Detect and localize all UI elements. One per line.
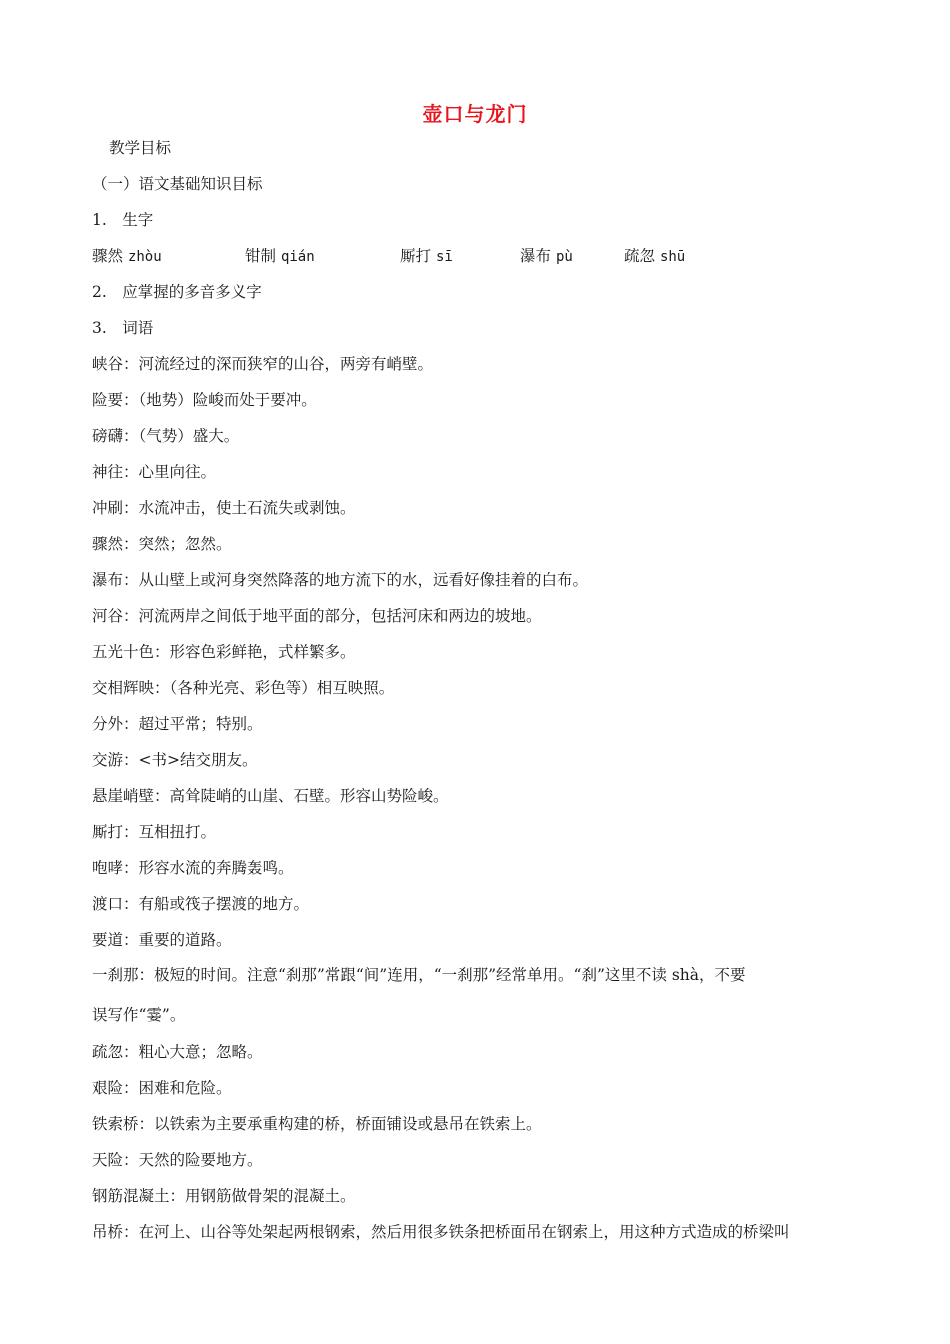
vocab-entry: 五光十色：形容色彩鲜艳，式样繁多。 bbox=[92, 643, 356, 661]
vocab-entry: 冲刷：水流冲击，使土石流失或剥蚀。 bbox=[92, 499, 356, 517]
vocab-entry: 疏忽：粗心大意；忽略。 bbox=[92, 1043, 263, 1061]
new-characters-row bbox=[92, 246, 872, 266]
document-title: 壶口与龙门 bbox=[422, 102, 528, 126]
subsection-heading: （一）语文基础知识目标 bbox=[92, 175, 263, 193]
vocab-entry: 铁索桥：以铁索为主要承重构建的桥，桥面铺设或悬吊在铁索上。 bbox=[92, 1115, 542, 1133]
vocab-entry: 要道：重要的道路。 bbox=[92, 931, 232, 949]
item-heading-polyphones: 2. 应掌握的多音多义字 bbox=[92, 283, 262, 301]
vocab-entry: 分外：超过平常；特别。 bbox=[92, 715, 263, 733]
vocab-entry: 天险：天然的险要地方。 bbox=[92, 1151, 263, 1169]
vocab-entry: 峡谷：河流经过的深而狭窄的山谷，两旁有峭壁。 bbox=[92, 355, 434, 373]
vocab-entry: 悬崖峭壁：高耸陡峭的山崖、石壁。形容山势险峻。 bbox=[92, 787, 449, 805]
vocab-entry: 钢筋混凝土：用钢筋做骨架的混凝土。 bbox=[92, 1187, 356, 1205]
vocab-entry: 艰险：困难和危险。 bbox=[92, 1079, 232, 1097]
vocab-entry: 骤然：突然；忽然。 bbox=[92, 535, 232, 553]
vocab-entry: 河谷：河流两岸之间低于地平面的部分，包括河床和两边的坡地。 bbox=[92, 607, 542, 625]
vocab-entry: 渡口：有船或筏子摆渡的地方。 bbox=[92, 895, 310, 913]
char-entry: 钳制 qián bbox=[245, 247, 315, 265]
vocab-entry: 交游：<书>结交朋友。 bbox=[92, 751, 258, 769]
char-entry: 骤然 zhòu bbox=[92, 247, 162, 265]
vocab-entry: 吊桥：在河上、山谷等处架起两根钢索，然后用很多铁条把桥面吊在钢索上，用这种方式造成的桥梁叫 bbox=[92, 1223, 790, 1241]
vocab-entry: 咆哮：形容水流的奔腾轰鸣。 bbox=[92, 859, 294, 877]
vocab-entry: 险要：（地势）险峻而处于要冲。 bbox=[92, 391, 317, 409]
item-heading-vocabulary: 3. 词语 bbox=[92, 319, 154, 337]
vocab-entry: 神往：心里向往。 bbox=[92, 463, 217, 481]
vocab-entry: 交相辉映：（各种光亮、彩色等）相互映照。 bbox=[92, 679, 395, 697]
section-heading: 教学目标 bbox=[109, 139, 172, 157]
char-entry: 瀑布 pù bbox=[520, 247, 573, 265]
vocab-entry: 磅礴：（气势）盛大。 bbox=[92, 427, 240, 445]
item-heading-characters: 1. 生字 bbox=[92, 211, 154, 229]
vocab-entry: 瀑布：从山壁上或河身突然降落的地方流下的水，远看好像挂着的白布。 bbox=[92, 571, 589, 589]
vocab-entry: 一刹那：极短的时间。注意“刹那”常跟“间”连用，“一刹那”经常单用。“刹”这里不读 shà，不要 bbox=[92, 966, 746, 984]
vocab-entry: 厮打：互相扭打。 bbox=[92, 823, 217, 841]
char-entry: 疏忽 shū bbox=[624, 247, 686, 265]
char-entry: 厮打 sī bbox=[400, 247, 453, 265]
vocab-entry-continuation: 误写作“霎”。 bbox=[92, 1006, 186, 1024]
